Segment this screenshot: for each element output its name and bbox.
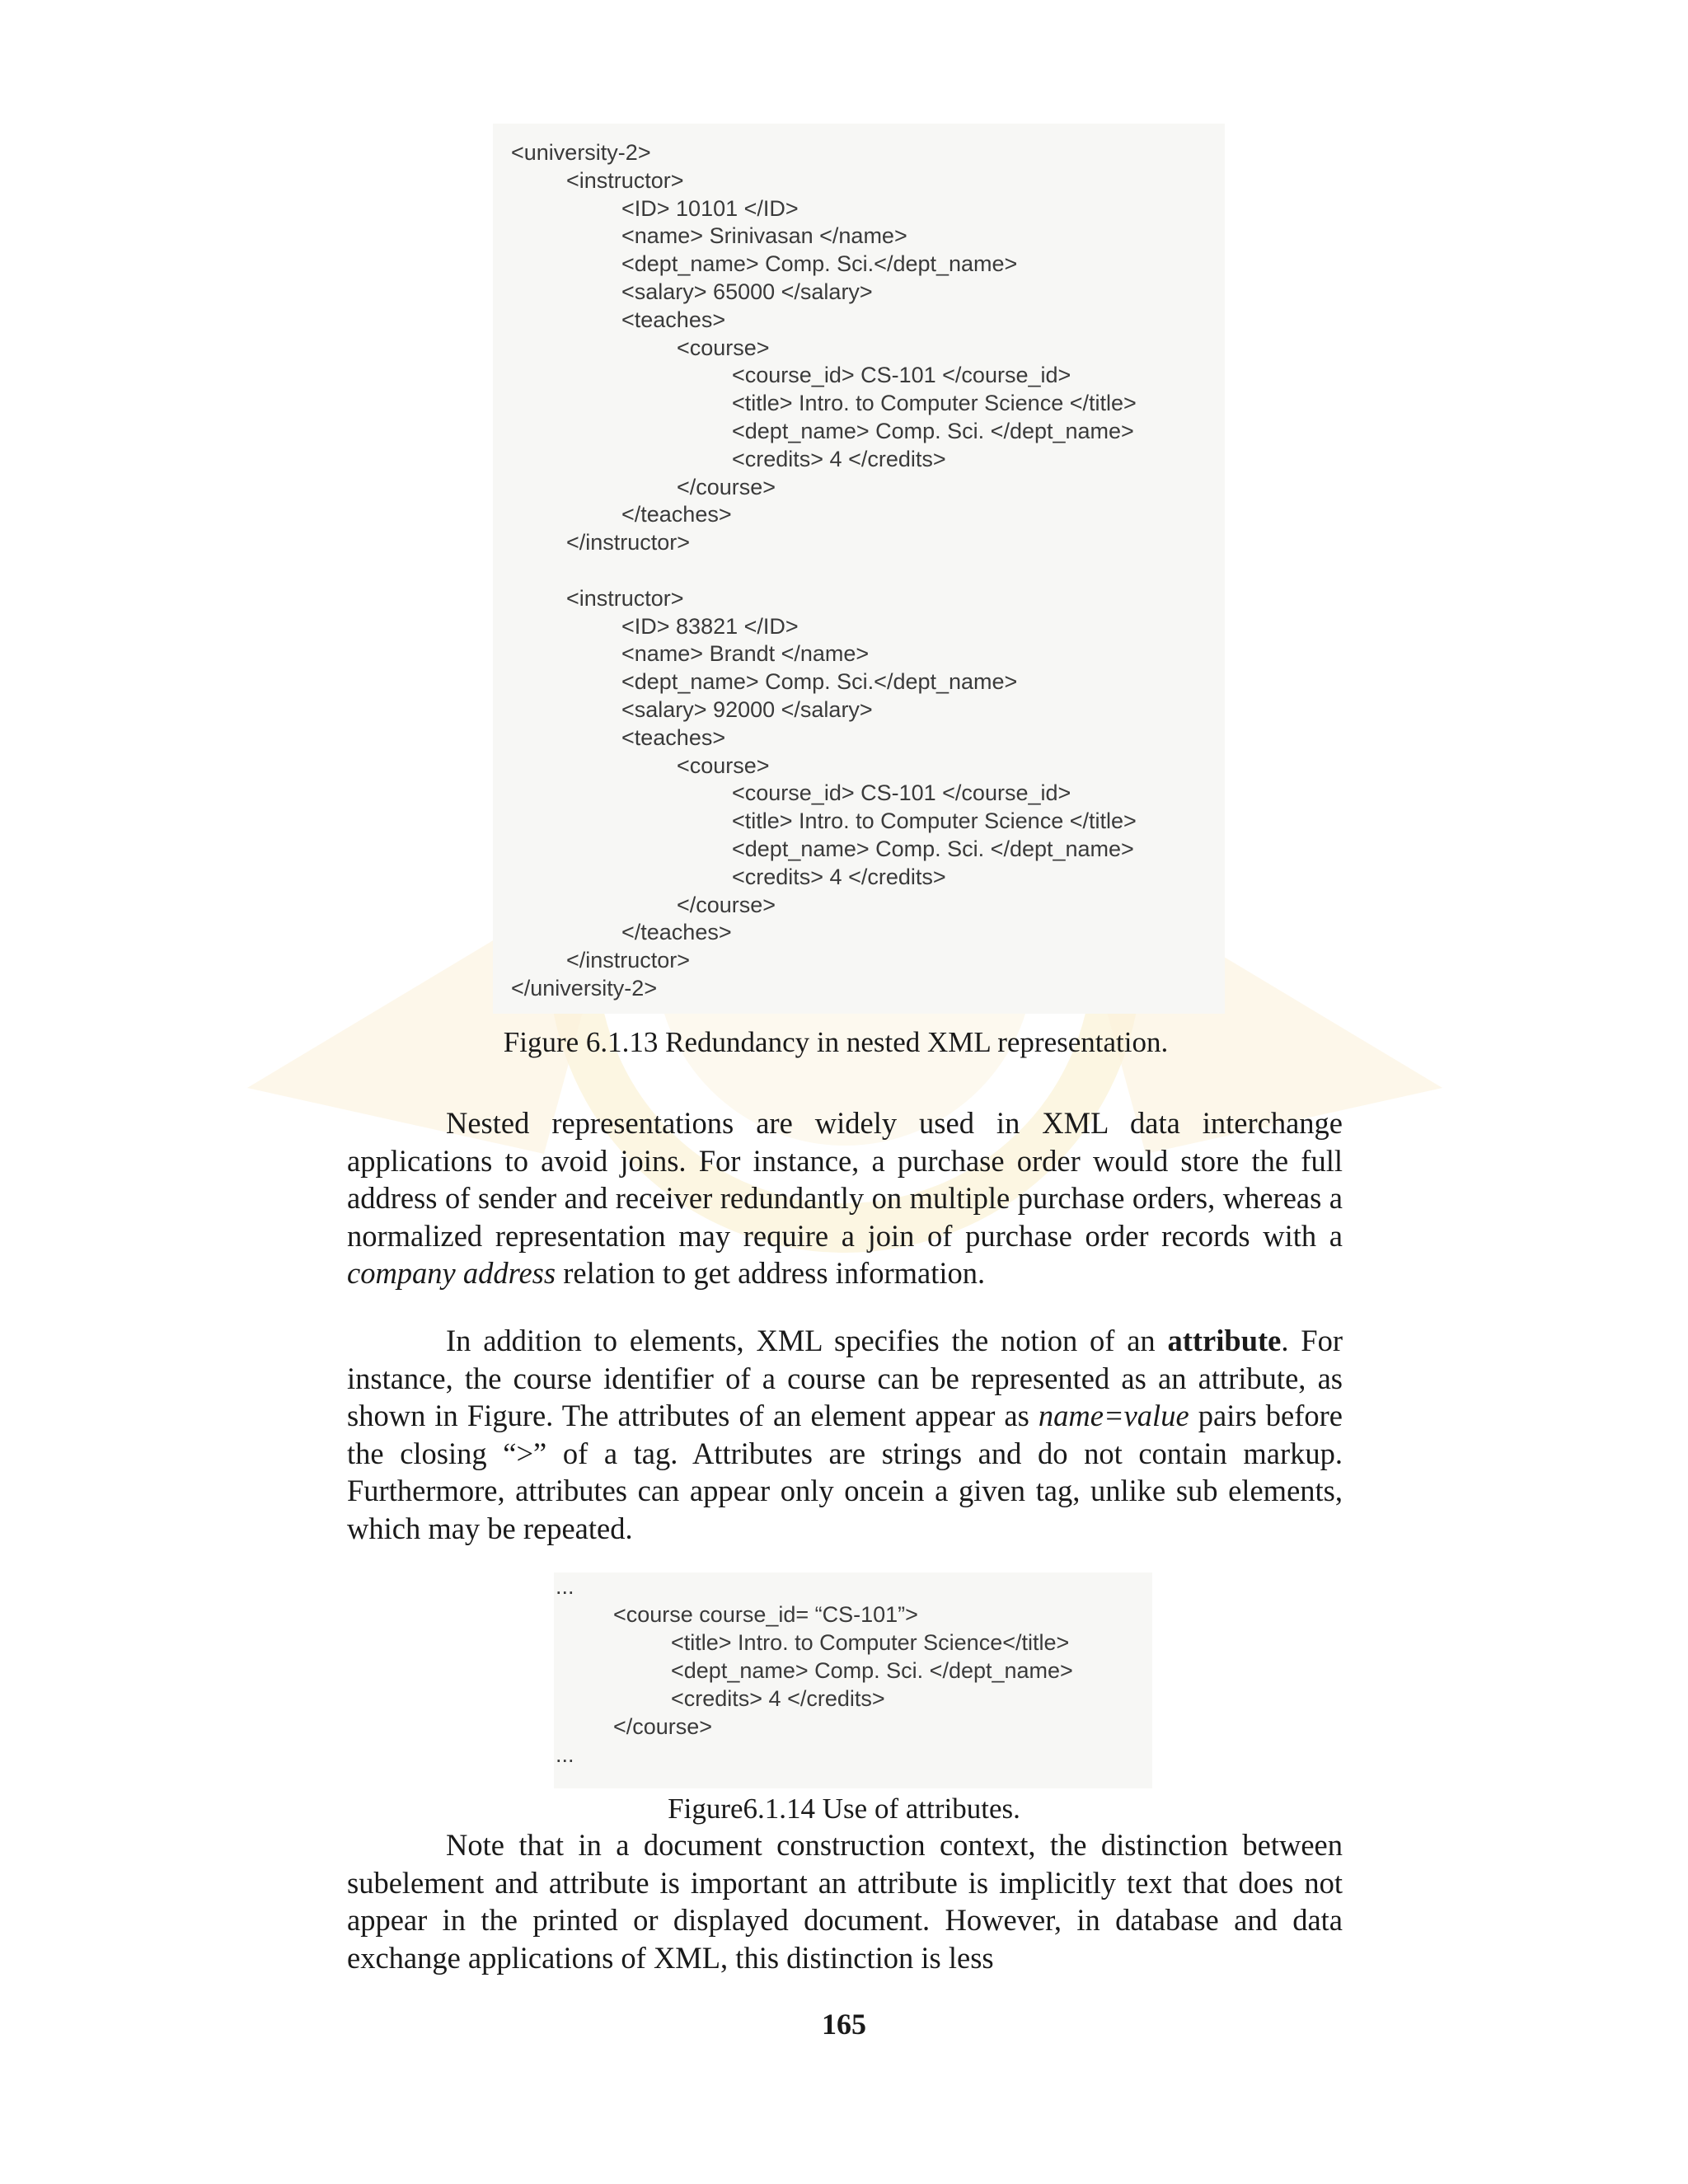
code-line: </instructor> (566, 530, 691, 555)
code-line: <course> (677, 752, 770, 778)
code-line: <course_id> CS-101 </course_id> (732, 780, 1071, 806)
paragraph-nested-representations (347, 1104, 1343, 1292)
code-line: </teaches> (621, 502, 732, 527)
code-line: <teaches> (621, 307, 726, 332)
code-line: </course> (677, 474, 776, 499)
code-line: <salary> 92000 </salary> (621, 697, 873, 722)
code-line: <credits> 4 </credits> (732, 864, 946, 889)
code-line: <credits> 4 </credits> (732, 446, 946, 471)
figure-caption-6-1-14: Figure6.1.14 Use of attributes. (668, 1793, 1020, 1825)
code-line: <course_id> CS-101 </course_id> (732, 363, 1071, 388)
code-line: </course> (613, 1714, 713, 1739)
figure-nested-xml (493, 124, 1225, 1014)
figure-caption-6-1-13: Figure 6.1.13 Redundancy in nested XML representation. (503, 1026, 1169, 1058)
code-line: <ID> 83821 </ID> (621, 613, 799, 639)
code-line: <dept_name> Comp. Sci. </dept_name> (732, 419, 1134, 443)
paragraph-attributes (347, 1322, 1343, 1548)
code-line: <name> Srinivasan </name> (621, 223, 907, 249)
code-line: </university-2> (511, 976, 658, 1001)
paragraph-text: Note that in a document construction context, the distinction between subelement and attribute is important an attribute is implicitly text that does not appear in the printed or displayed document. However, in database and data exchange applications of XML, this distinction is less (347, 1828, 1343, 1975)
code-line: </course> (677, 892, 776, 917)
code-line: <salary> 65000 </salary> (621, 279, 873, 304)
paragraph-text: Nested representations are widely used in XML data interchange applications to avoid joins. For instance, a purchase order would store the full address of sender and receiver redundantly on multiple purchase orders, whereas a normalized representation may require a join of purchase order records with a (347, 1106, 1343, 1253)
code-line: </teaches> (621, 920, 732, 945)
code-line: <teaches> (621, 724, 726, 750)
paragraph-document-context (347, 1826, 1343, 1976)
code-line: <title> Intro. to Computer Science </title> (732, 808, 1137, 834)
code-line: <dept_name> Comp. Sci.</dept_name> (621, 669, 1018, 695)
paragraph-text: . For instance, the course identifier of a course can be represented as an attribute, as shown in Figure. The attributes of an element appear as (347, 1324, 1343, 1433)
paragraph-text: relation to get address information. (556, 1256, 986, 1291)
paragraph-italic: name=value (1038, 1399, 1189, 1433)
code-line: <instructor> (566, 167, 684, 193)
code-line: <dept_name> Comp. Sci. </dept_name> (671, 1658, 1073, 1683)
figure-attributes (554, 1572, 1152, 1788)
paragraph-text: pairs before the closing “>” of a tag. Attributes are strings and do not contain markup. Furthermore, attributes can appear only oncein a given tag, unlike sub elements, which may be repeated. (347, 1399, 1343, 1545)
paragraph-bold: attribute (1167, 1324, 1282, 1357)
code-line: <title> Intro. to Computer Science</title> (671, 1630, 1070, 1655)
code-line: <ID> 10101 </ID> (621, 195, 799, 221)
code-line: <course> (677, 335, 770, 360)
code-line: <university-2> (511, 140, 651, 165)
code-line: <dept_name> Comp. Sci. </dept_name> (732, 837, 1134, 861)
code-line: <instructor> (566, 585, 684, 611)
code-line: <title> Intro. to Computer Science </title> (732, 391, 1137, 416)
code-line: <course course_id= “CS-101”> (613, 1602, 918, 1627)
code-line: <name> Brandt </name> (621, 641, 870, 667)
code-line: ... (556, 1742, 574, 1767)
figure-nested-xml-code (493, 124, 1225, 1014)
figure-attributes-code (554, 1572, 1152, 1788)
code-line: <dept_name> Comp. Sci.</dept_name> (621, 251, 1018, 277)
paragraph-text: In addition to elements, XML specifies the notion of an (446, 1324, 1168, 1357)
code-line: ... (556, 1574, 574, 1599)
code-line: </instructor> (566, 948, 691, 973)
code-line: <credits> 4 </credits> (671, 1686, 885, 1711)
paragraph-italic: company address (347, 1256, 556, 1291)
page-number: 165 (822, 2008, 866, 2041)
